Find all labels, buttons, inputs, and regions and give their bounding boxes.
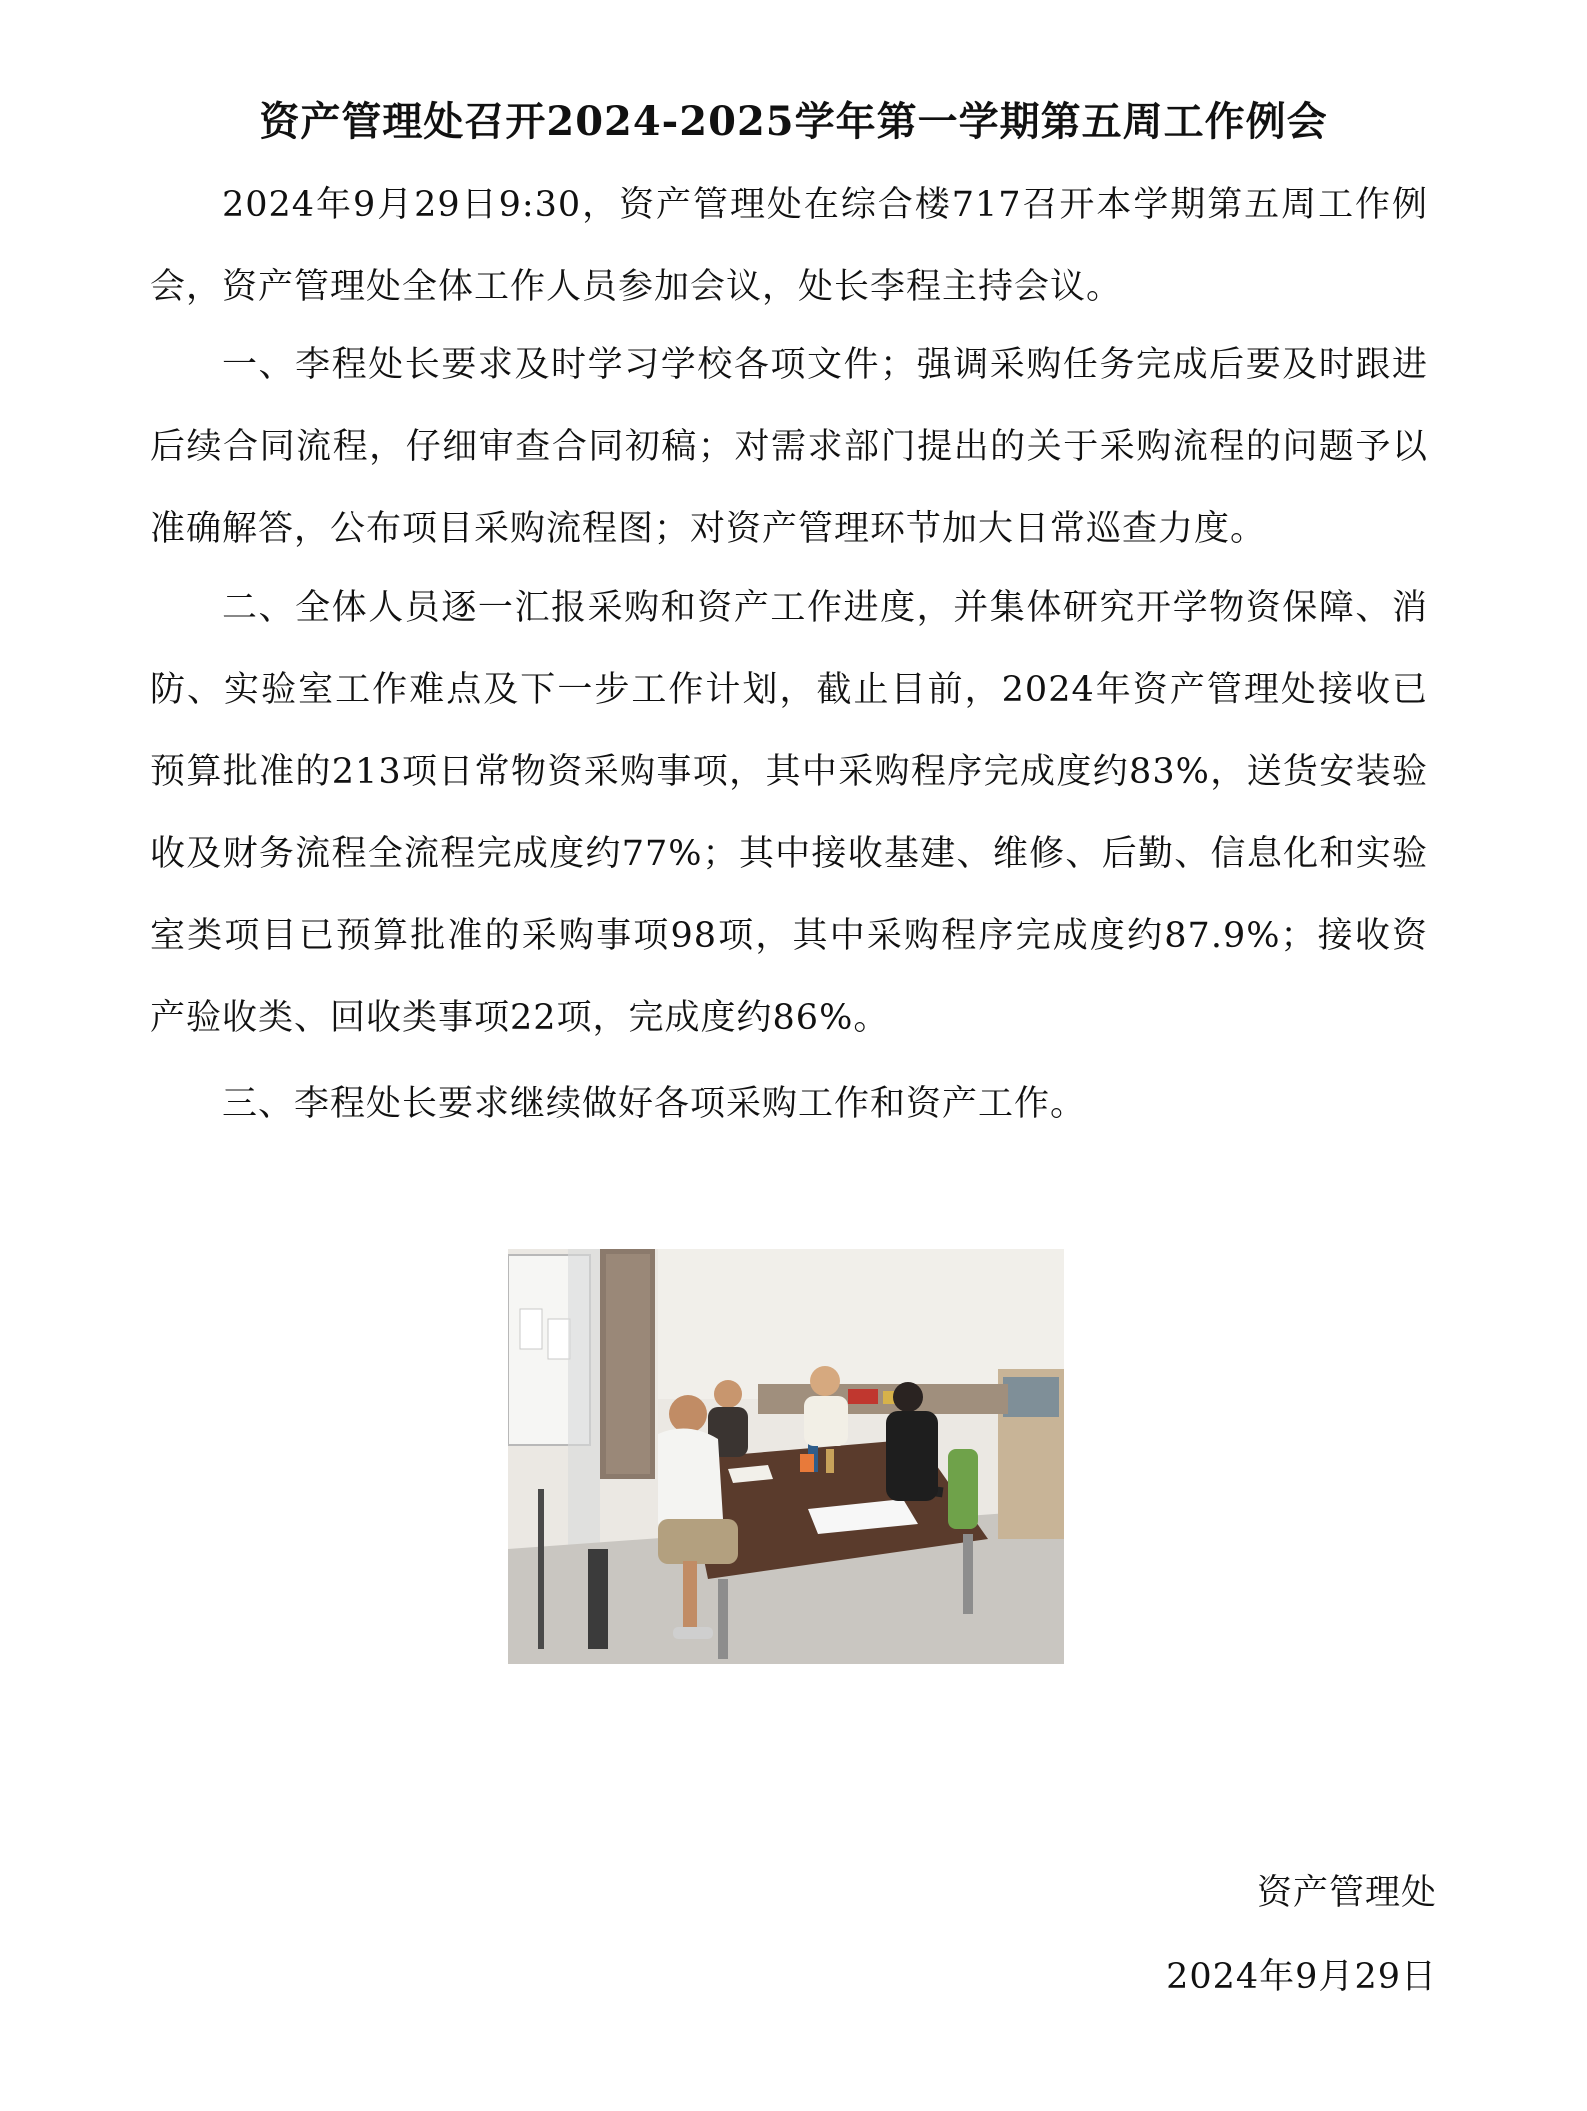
paragraph-item-two: [150, 567, 1428, 1059]
paragraph-text: 一、李程处长要求及时学习学校各项文件；强调采购任务完成后要及时跟进后续合同流程，仔细审查合同初稿；对需求部门提出的关于采购流程的问题予以准确解答，公布项目采购流程图；对资产管理环节加大日常巡查力度。: [150, 345, 1428, 549]
paragraph-item-one: [150, 324, 1428, 570]
document-title: 资产管理处召开2024-2025学年第一学期第五周工作例会: [259, 98, 1328, 145]
paragraph-item-three: [150, 1063, 1428, 1145]
paragraph-text: 2024年9月29日9:30，资产管理处在综合楼717召开本学期第五周工作例会，资产管理处全体工作人员参加会议，处长李程主持会议。: [150, 185, 1428, 307]
signature-organization: 资产管理处: [1256, 1873, 1437, 1913]
signature-date: 2024年9月29日: [1166, 1957, 1437, 1997]
paragraph-text: 二、全体人员逐一汇报采购和资产工作进度，并集体研究开学物资保障、消防、实验室工作难点及下一步工作计划，截止目前，2024年资产管理处接收已预算批准的213项日常物资采购事项，其中采购程序完成度约83%，送货安装验收及财务流程全流程完成度约77%；其中接收基建、维修、后勤、信息化和实验室类项目已预算批准的采购事项98项，其中采购程序完成度约87.9%；接收资产验收类、回收类事项22项，完成度约86%。: [150, 588, 1428, 1038]
paragraph-intro: [150, 164, 1428, 328]
paragraph-text: 三、李程处长要求继续做好各项采购工作和资产工作。: [222, 1084, 1087, 1124]
meeting-photo: [508, 1249, 1064, 1664]
